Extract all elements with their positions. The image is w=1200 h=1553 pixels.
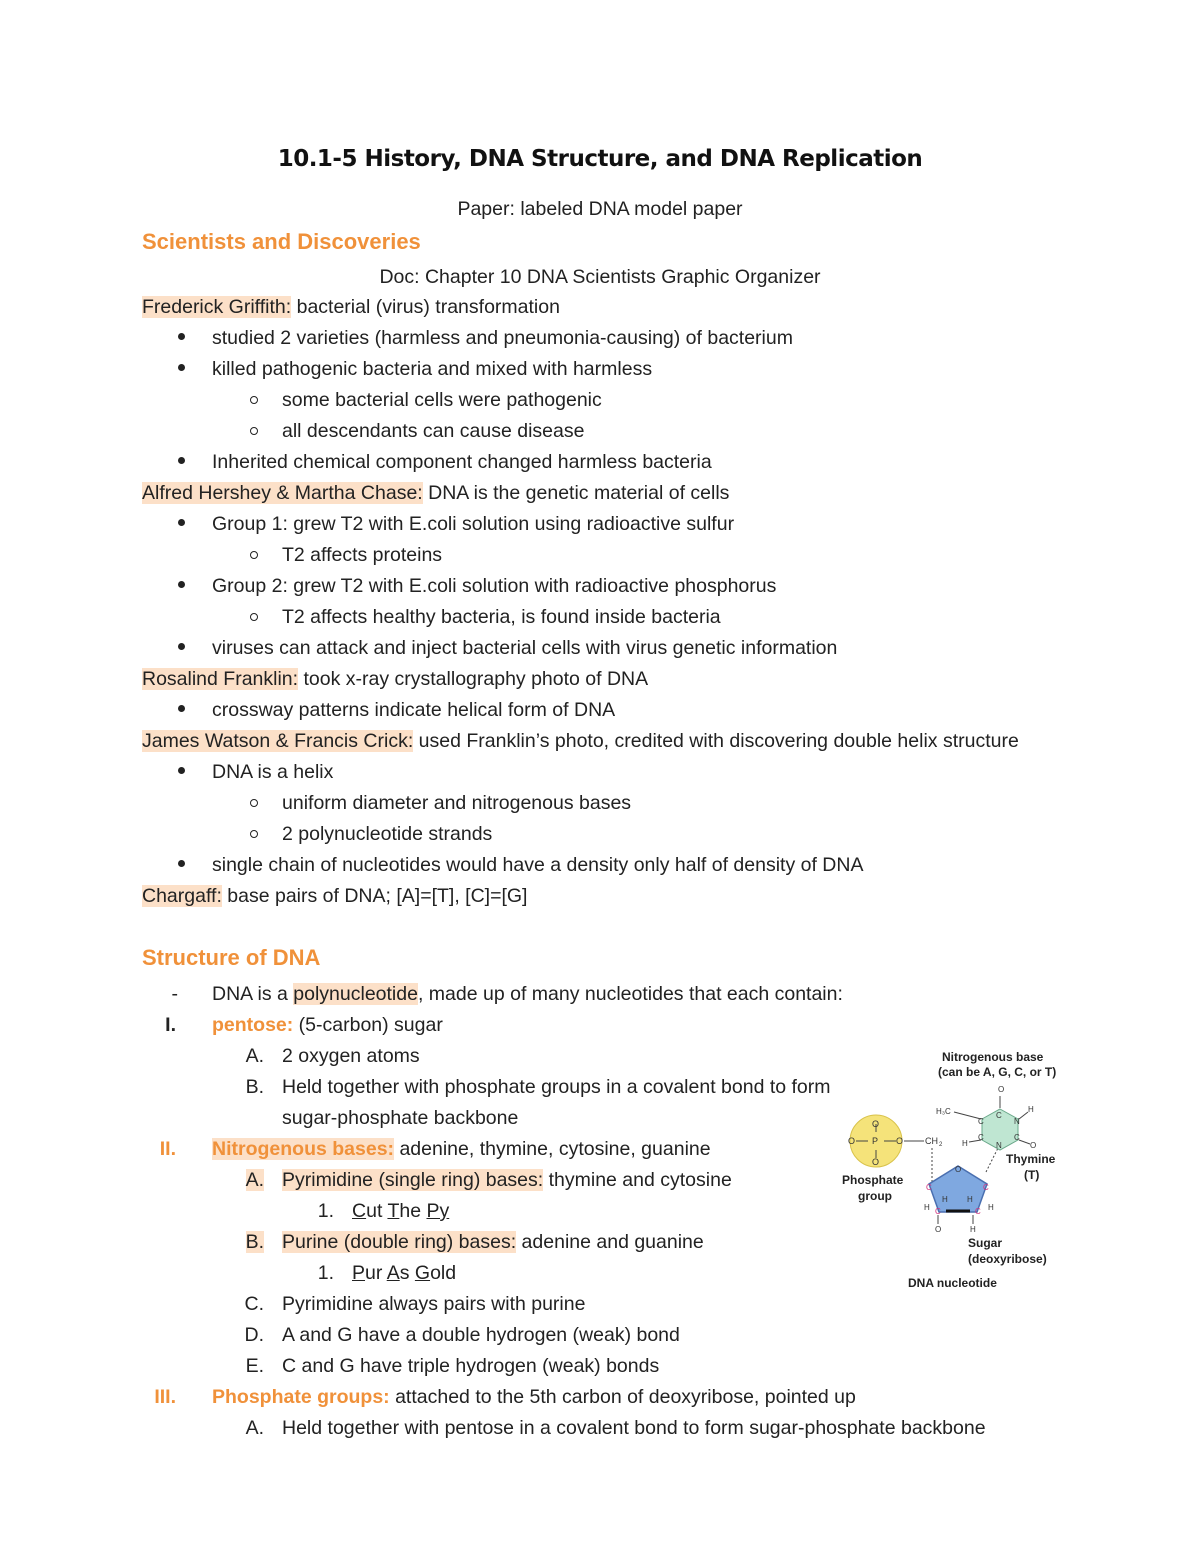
sub-bullet-icon bbox=[250, 427, 258, 435]
scientist-name: Chargaff: bbox=[142, 885, 222, 907]
list-item: uniform diameter and nitrogenous bases bbox=[282, 792, 632, 814]
sugar-icon bbox=[924, 1165, 994, 1234]
svg-text:CH: CH bbox=[925, 1136, 938, 1146]
svg-text:O: O bbox=[848, 1136, 856, 1146]
structure-item-pentose bbox=[212, 1012, 443, 1038]
scientist-desc: bacterial (virus) transformation bbox=[291, 296, 560, 318]
svg-text:C: C bbox=[996, 1111, 1002, 1120]
mnemonic-word: The bbox=[387, 1200, 422, 1222]
item-label: Nitrogenous bases: bbox=[212, 1138, 395, 1160]
list-item: killed pathogenic bacteria and mixed with harmless bbox=[212, 358, 653, 380]
svg-text:O: O bbox=[896, 1136, 904, 1146]
figure-label-sugar: Sugar bbox=[968, 1236, 1003, 1250]
section-heading-scientists: Scientists and Discoveries bbox=[142, 229, 421, 254]
scientist-entry-chargaff bbox=[142, 883, 527, 909]
figure-label-thymine: Thymine bbox=[1006, 1152, 1056, 1166]
svg-text:C: C bbox=[975, 1207, 981, 1216]
svg-text:H: H bbox=[967, 1195, 973, 1204]
list-item: viruses can attack and inject bacterial cells with virus genetic information bbox=[212, 637, 838, 659]
mnemonic-word: Pur bbox=[352, 1262, 383, 1284]
item-text: (5-carbon) sugar bbox=[293, 1014, 443, 1036]
mnemonic-word: Py bbox=[426, 1200, 450, 1222]
bullet-icon bbox=[178, 860, 185, 867]
bullet-icon bbox=[178, 457, 185, 464]
roman-numeral: I. bbox=[165, 1014, 176, 1036]
bullet-icon bbox=[178, 519, 185, 526]
figure-caption: DNA nucleotide bbox=[908, 1276, 997, 1290]
list-item: Inherited chemical component changed harmless bacteria bbox=[212, 451, 712, 473]
scientist-entry-watson-crick bbox=[142, 728, 1019, 754]
mnemonic-letter: T bbox=[387, 1200, 400, 1222]
svg-text:H: H bbox=[1028, 1105, 1034, 1114]
letter-marker: A. bbox=[245, 1045, 264, 1067]
letter-marker bbox=[224, 1229, 264, 1255]
bullet-icon bbox=[178, 767, 185, 774]
number-marker: 1. bbox=[317, 1262, 334, 1284]
document-title: 10.1-5 History, DNA Structure, and DNA Replication bbox=[277, 146, 923, 172]
list-item: 2 oxygen atoms bbox=[282, 1045, 420, 1067]
list-item: studied 2 varieties (harmless and pneumonia-causing) of bacterium bbox=[212, 327, 793, 349]
letter-marker: E. bbox=[245, 1355, 264, 1377]
paper-line: Paper: labeled DNA model paper bbox=[457, 198, 743, 220]
section-heading-structure: Structure of DNA bbox=[142, 945, 321, 970]
sub-bullet-icon bbox=[250, 799, 258, 807]
sub-bullet-icon bbox=[250, 396, 258, 404]
list-item: A and G have a double hydrogen (weak) bond bbox=[282, 1324, 680, 1346]
svg-text:H: H bbox=[970, 1225, 976, 1234]
svg-text:O: O bbox=[935, 1225, 942, 1234]
svg-text:C: C bbox=[978, 1133, 984, 1142]
mnemonic-letter: A bbox=[386, 1262, 400, 1284]
doc-line: Doc: Chapter 10 DNA Scientists Graphic Organizer bbox=[379, 266, 821, 288]
figure-label-phosphate: Phosphate bbox=[842, 1173, 904, 1187]
letter-marker: A. bbox=[245, 1417, 264, 1439]
highlight-term: polynucleotide bbox=[293, 983, 418, 1005]
mnemonic-purine bbox=[352, 1260, 456, 1286]
sub-bullet-icon bbox=[250, 551, 258, 559]
list-item-continuation: sugar-phosphate backbone bbox=[282, 1107, 519, 1129]
mnemonic-word: As bbox=[386, 1262, 410, 1284]
scientist-entry-franklin bbox=[142, 666, 648, 692]
list-item: C and G have triple hydrogen (weak) bonds bbox=[282, 1355, 660, 1377]
svg-text:O: O bbox=[955, 1165, 962, 1174]
sub-bullet-icon bbox=[250, 613, 258, 621]
scientist-desc: DNA is the genetic material of cells bbox=[422, 482, 730, 504]
letter-marker: C. bbox=[244, 1293, 264, 1315]
list-item: Group 2: grew T2 with E.coli solution with radioactive phosphorus bbox=[212, 575, 777, 597]
roman-numeral: III. bbox=[154, 1386, 176, 1408]
svg-text:H: H bbox=[942, 1195, 948, 1204]
scientist-desc: base pairs of DNA; [A]=[T], [C]=[G] bbox=[221, 885, 528, 907]
highlight-term: Pyrimidine (single ring) bases: bbox=[282, 1169, 544, 1191]
svg-text:C: C bbox=[1014, 1133, 1020, 1142]
svg-text:O: O bbox=[998, 1085, 1005, 1094]
scientist-name: Frederick Griffith: bbox=[142, 296, 292, 318]
svg-text:O: O bbox=[872, 1157, 880, 1167]
structure-intro bbox=[212, 981, 843, 1007]
scientist-name: James Watson & Francis Crick: bbox=[142, 730, 414, 752]
scientist-name: Alfred Hershey & Martha Chase: bbox=[142, 482, 423, 504]
figure-label-base-sub: (can be A, G, C, or T) bbox=[938, 1065, 1057, 1079]
phosphate-group-icon bbox=[848, 1115, 943, 1167]
highlight-term: Purine (double ring) bases: bbox=[282, 1231, 517, 1253]
bullet-icon bbox=[178, 643, 185, 650]
scientist-desc: took x-ray crystallography photo of DNA bbox=[298, 668, 649, 690]
pyrimidine-line bbox=[282, 1167, 732, 1193]
list-item: Held together with pentose in a covalent bond to form sugar-phosphate backbone bbox=[282, 1417, 986, 1439]
mnemonic-word: Cut bbox=[352, 1200, 383, 1222]
letter-marker bbox=[224, 1167, 264, 1193]
item-text: thymine and cytosine bbox=[543, 1169, 732, 1191]
roman-numeral: II. bbox=[159, 1138, 176, 1160]
scientist-name: Rosalind Franklin: bbox=[142, 668, 299, 690]
figure-label-sugar-sub: (deoxyribose) bbox=[968, 1252, 1047, 1266]
svg-text:O: O bbox=[1030, 1141, 1037, 1150]
purine-line bbox=[282, 1229, 704, 1255]
list-item: T2 affects healthy bacteria, is found inside bacteria bbox=[282, 606, 721, 628]
scientist-entry-griffith bbox=[142, 294, 560, 320]
figure-label-base: Nitrogenous base bbox=[942, 1050, 1044, 1064]
intro-text: DNA is a bbox=[212, 983, 294, 1005]
mnemonic-letter: C bbox=[352, 1200, 367, 1222]
svg-text:H: H bbox=[988, 1203, 994, 1212]
svg-text:N: N bbox=[996, 1141, 1002, 1150]
mnemonic-letter: P bbox=[352, 1262, 366, 1284]
svg-text:P: P bbox=[872, 1136, 879, 1146]
scientist-entry-hershey-chase bbox=[142, 480, 729, 506]
scientist-desc: used Franklin’s photo, credited with discovering double helix structure bbox=[413, 730, 1019, 752]
figure-label-phosphate-sub: group bbox=[858, 1189, 892, 1203]
list-item: T2 affects proteins bbox=[282, 544, 443, 566]
list-item: some bacterial cells were pathogenic bbox=[282, 389, 602, 411]
mnemonic-word: Gold bbox=[414, 1262, 457, 1284]
item-text: adenine and guanine bbox=[516, 1231, 704, 1253]
list-item: single chain of nucleotides would have a density only half of density of DNA bbox=[212, 854, 864, 876]
nitrogenous-base-icon bbox=[936, 1085, 1036, 1150]
item-label: Phosphate groups: bbox=[212, 1386, 390, 1408]
list-item: DNA is a helix bbox=[212, 761, 334, 783]
letter-text: A. bbox=[245, 1169, 264, 1191]
svg-text:N: N bbox=[1014, 1117, 1020, 1126]
mnemonic-pyrimidine bbox=[352, 1198, 449, 1224]
structure-item-bases bbox=[212, 1136, 711, 1162]
item-text: adenine, thymine, cytosine, guanine bbox=[394, 1138, 711, 1160]
bullet-icon bbox=[178, 364, 185, 371]
svg-text:C: C bbox=[983, 1183, 989, 1192]
svg-text:C: C bbox=[978, 1117, 984, 1126]
item-label: pentose: bbox=[212, 1014, 294, 1036]
sub-bullet-icon bbox=[250, 830, 258, 838]
item-text: attached to the 5th carbon of deoxyribose, pointed up bbox=[389, 1386, 856, 1408]
svg-text:C: C bbox=[926, 1183, 932, 1192]
letter-marker: D. bbox=[244, 1324, 264, 1346]
svg-text:O: O bbox=[872, 1119, 880, 1129]
svg-text:C: C bbox=[935, 1207, 941, 1216]
dna-nucleotide-figure bbox=[838, 1044, 1088, 1294]
svg-text:H: H bbox=[962, 1139, 968, 1148]
list-item: all descendants can cause disease bbox=[282, 420, 585, 442]
svg-text:H: H bbox=[924, 1203, 930, 1212]
mnemonic-letter: G bbox=[414, 1262, 431, 1284]
svg-text:H₃C: H₃C bbox=[936, 1107, 951, 1116]
bullet-icon bbox=[178, 333, 185, 340]
letter-text: B. bbox=[245, 1231, 264, 1253]
bullet-icon bbox=[178, 581, 185, 588]
intro-text: , made up of many nucleotides that each contain: bbox=[417, 983, 843, 1005]
svg-text:2: 2 bbox=[939, 1142, 943, 1148]
list-item: Held together with phosphate groups in a covalent bond to form bbox=[282, 1076, 831, 1098]
list-marker: - bbox=[171, 983, 178, 1005]
number-marker: 1. bbox=[317, 1200, 334, 1222]
list-item: crossway patterns indicate helical form of DNA bbox=[212, 699, 616, 721]
structure-item-phosphate bbox=[212, 1384, 856, 1410]
list-item: 2 polynucleotide strands bbox=[282, 823, 493, 845]
figure-label-thymine-sub: (T) bbox=[1024, 1168, 1040, 1182]
list-item: Pyrimidine always pairs with purine bbox=[282, 1293, 586, 1315]
letter-marker: B. bbox=[245, 1076, 264, 1098]
list-item: Group 1: grew T2 with E.coli solution using radioactive sulfur bbox=[212, 513, 735, 535]
bullet-icon bbox=[178, 705, 185, 712]
